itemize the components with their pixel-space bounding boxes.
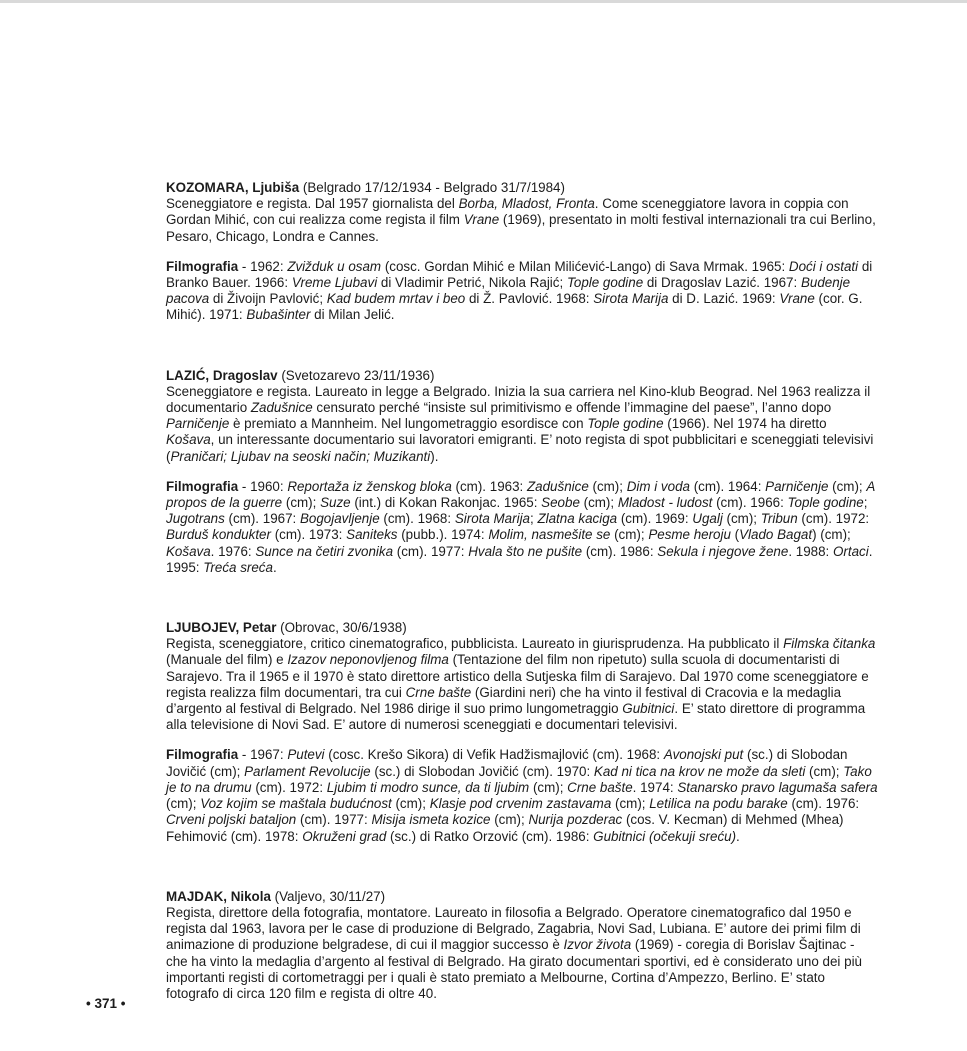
bio-text xyxy=(166,196,876,243)
italic-title: Kad ni tica na krov ne može da sleti xyxy=(593,763,806,779)
text-run: . 1974: xyxy=(632,779,678,795)
italic-title: Bogojavljenje xyxy=(299,511,380,527)
text-run: di Živoijn Pavlović; xyxy=(209,291,327,307)
italic-title: Jugotrans xyxy=(166,511,225,527)
italic-title: Tako je to na drumu xyxy=(166,763,872,795)
text-run: (cm). 1977: xyxy=(296,812,372,828)
entry-dates: (Svetozarevo 23/11/1936) xyxy=(277,367,435,383)
italic-title: Budenje pacova xyxy=(166,275,851,307)
text-run: (cm). 1972: xyxy=(797,511,870,527)
italic-title: Klasje pod crvenim zastavama xyxy=(429,796,612,812)
italic-title: Hvala što ne pušite xyxy=(468,543,583,559)
italic-title: Zlatna kaciga xyxy=(537,511,618,527)
text-run: (cm). 1963: xyxy=(451,478,527,494)
italic-title: Voz kojim se maštala budućnost xyxy=(200,796,392,812)
text-run: (Tentazione del film non ripetuto) sulla scuola di documentaristi di Sarajevo. Tra il 1965 e il 1970 è stato direttore artistico della Sutjeska film di Sarajevo. Dal 1970 come sceneggiatore e regista realizza film documentari, tra cui xyxy=(166,652,869,700)
text-run: (Manuale del film) e xyxy=(166,652,288,668)
italic-title: Misija ismeta kozice xyxy=(371,812,491,828)
entry-kozomara xyxy=(166,180,878,324)
text-run: ; xyxy=(530,511,538,527)
text-run: - 1967: xyxy=(238,747,288,763)
page-content xyxy=(166,180,878,1002)
italic-title: Borba, Mladost, Fronta xyxy=(458,196,595,212)
text-run: (cm); xyxy=(166,796,201,812)
text-run: (cm); xyxy=(588,478,627,494)
entry-name: LAZIĆ, Dragoslav xyxy=(166,367,278,383)
filmography-label: Filmografia xyxy=(166,478,239,494)
italic-title: Putevi xyxy=(287,747,325,763)
italic-title: Molim, nasmešite se xyxy=(488,527,611,543)
entry-dates: (Obrovac, 30/6/1938) xyxy=(276,620,407,636)
italic-title: Avonojski put xyxy=(663,747,744,763)
bio-text xyxy=(166,636,875,732)
italic-title: Tople godine xyxy=(787,495,864,511)
entry-bio xyxy=(166,889,878,1002)
text-run: (cm). 1977: xyxy=(393,543,469,559)
entry-bio xyxy=(166,368,878,465)
text-run: (Giardini neri) che ha vinto il festival di Cracovia e la medaglia d’argento al festival di Belgrado. Nel 1986 dirige il suo primo lungometraggio xyxy=(166,684,842,717)
italic-title: Burduš kondukter xyxy=(166,527,271,543)
text-run: (cm); xyxy=(805,763,844,779)
entry-name: LJUBOJEV, Petar xyxy=(166,620,277,636)
filmography-label: Filmografia xyxy=(166,747,239,763)
text-run: (cm); xyxy=(722,511,761,527)
text-run: (cosc. Gordan Mihić e Milan Milićević-Lango) di Sava Mrmak. 1965: xyxy=(381,258,789,274)
text-run: (cm); xyxy=(610,527,649,543)
text-run: (int.) di Kokan Rakonjac. 1965: xyxy=(350,495,542,511)
text-run: - 1960: xyxy=(238,478,288,494)
text-run: (1969) - coregia di Borislav Šajtinac - che ha vinto la medaglia d’argento al festival di Belgrado. Ha girato documentari sportivi, ed è considerato uno dei più importanti registi di cortometraggi per i quali è stato premiato a Melbourne, Cortina d’Ampezzo, Berlino. E’ stato fotografo di circa 120 film e regista di oltre 40. xyxy=(166,937,862,1001)
text-run: (cm). 1976: xyxy=(787,796,860,812)
italic-title: Okruženi grad xyxy=(302,828,387,844)
entry-bio xyxy=(166,180,878,245)
italic-title: Tople godine xyxy=(587,416,664,432)
text-run: (cm); xyxy=(391,796,430,812)
italic-title: Letilica na podu barake xyxy=(649,796,788,812)
text-run: (1966). Nel 1974 ha diretto xyxy=(663,416,827,432)
text-run: censurato perché “insiste sul primitivismo e offende l’immagine del paese”, l’anno dopo xyxy=(312,400,832,416)
text-run: Sceneggiatore e regista. Dal 1957 giornalista del xyxy=(166,196,459,212)
italic-title: Vrane xyxy=(463,212,500,228)
text-run: (cm). 1969: xyxy=(617,511,693,527)
text-run: (cm). 1968: xyxy=(379,511,455,527)
text-run: di Branko Bauer. 1966: xyxy=(166,258,873,291)
text-run: (cm); xyxy=(828,478,867,494)
text-run: , un interessante documentario sui lavoratori emigranti. E’ noto regista di spot pubblicitari e sceneggiati televisivi ( xyxy=(166,432,874,464)
filmography-text xyxy=(166,747,878,843)
italic-title: Zadušnice xyxy=(250,400,313,416)
text-run: (cm). 1973: xyxy=(270,527,347,543)
italic-title: Seobe xyxy=(541,495,580,511)
text-run: . E’ stato direttore di programma alla televisione di Novi Sad. E’ autore di numerosi sceneggiati e documentari televisivi. xyxy=(166,701,866,733)
text-run: (cm). 1986: xyxy=(582,543,658,559)
text-run: . 1988: xyxy=(788,543,833,559)
bio-text xyxy=(166,905,862,1001)
entry-dates: (Valjevo, 30/11/27) xyxy=(270,888,386,904)
italic-title: Gubitnici (očekuji sreću) xyxy=(593,828,737,844)
text-run: (cm); xyxy=(490,812,529,828)
italic-title: Parničenje xyxy=(166,416,230,432)
italic-title: Sunce na četiri zvonika xyxy=(255,543,394,559)
italic-title: Pesme heroju xyxy=(648,527,731,543)
italic-title: Ortaci xyxy=(832,543,869,559)
filmography xyxy=(166,747,878,844)
filmography xyxy=(166,259,878,324)
entry-bio xyxy=(166,620,878,733)
italic-title: Parničenje xyxy=(765,478,829,494)
italic-title: Košava xyxy=(166,432,211,448)
bio-text xyxy=(166,384,873,464)
text-run: Regista, direttore della fotografia, montatore. Laureato in filosofia a Belgrado. Operatore cinematografico dal 1950 e regista dal 1963, lavora per le case di produzione di Belgrado, Zagabria, Novi Sad, Lubiana. E’ autore dei primi film di animazione di produzione belgradese, di cui il maggior successo è xyxy=(166,904,861,953)
italic-title: Praničari; Ljubav na seoski način; Muzikanti xyxy=(170,448,431,464)
text-run: è premiato a Mannheim. Nel lungometraggio esordisce con xyxy=(229,416,588,432)
italic-title: Suze xyxy=(320,495,351,511)
text-run: di D. Lazić. 1969: xyxy=(668,291,780,307)
italic-title: Tople godine xyxy=(566,275,644,291)
italic-title: Bubašinter xyxy=(246,307,311,323)
italic-title: Mladost - ludost xyxy=(617,495,713,511)
italic-title: Izvor života xyxy=(563,937,632,953)
filmography-text xyxy=(166,259,872,323)
italic-title: Dim i voda xyxy=(626,478,690,494)
text-run: Sceneggiatore e regista. Laureato in legge a Belgrado. Inizia la sua carriera nel Kino-klub Beograd. Nel 1963 realizza il documentario xyxy=(166,383,871,416)
italic-title: Ugalj xyxy=(692,511,723,527)
text-run: (cm); xyxy=(529,779,568,795)
text-run: . xyxy=(272,559,277,575)
text-run: ; xyxy=(863,495,868,511)
text-run: (cm). 1972: xyxy=(251,779,327,795)
text-run: (sc.) di Slobodan Jovičić (cm); xyxy=(166,747,848,779)
italic-title: Košava xyxy=(166,543,211,559)
text-run: (1969), presentato in molti festival internazionali tra cui Berlino, Pesaro, Chicago, Londra e Cannes. xyxy=(166,212,876,244)
text-run: (sc.) di Ratko Orzović (cm). 1986: xyxy=(386,828,594,844)
text-run: ) (cm); xyxy=(812,527,851,543)
italic-title: Crne bašte xyxy=(567,779,633,795)
italic-title: Crveni poljski bataljon xyxy=(166,812,297,828)
text-run: (cm). 1966: xyxy=(712,495,788,511)
italic-title: Nurija pozderac xyxy=(528,812,623,828)
text-run: di Milan Jelić. xyxy=(310,307,395,323)
text-run: (cm). 1964: xyxy=(689,478,766,494)
filmography xyxy=(166,479,878,576)
italic-title: Vlado Bagat xyxy=(739,527,813,543)
text-run: di Dragoslav Lazić. 1967: xyxy=(643,275,801,291)
text-run: (cor. G. Mihić). 1971: xyxy=(166,291,863,323)
italic-title: Crne bašte xyxy=(405,684,472,700)
entry-majdak xyxy=(166,889,878,1002)
text-run: (sc.) di Slobodan Jovičić (cm). 1970: xyxy=(370,763,594,779)
entry-name: MAJDAK, Nikola xyxy=(166,888,271,904)
text-run: di Vladimir Petrić, Nikola Rajić; xyxy=(377,275,567,291)
italic-title: Izazov neponovljenog filma xyxy=(287,652,449,668)
entry-lazic xyxy=(166,368,878,576)
text-run: di Ž. Pavlović. 1968: xyxy=(465,291,594,307)
italic-title: Stanarsko pravo lagumaša safera xyxy=(677,779,878,795)
text-run: (cm). 1967: xyxy=(224,511,300,527)
text-run: - 1962: xyxy=(238,258,288,274)
text-run: ( xyxy=(730,527,740,543)
italic-title: Vreme Ljubavi xyxy=(291,275,378,291)
top-edge-line xyxy=(0,0,967,3)
text-run: . xyxy=(736,828,740,844)
entry-dates: (Belgrado 17/12/1934 - Belgrado 31/7/1984) xyxy=(299,180,565,195)
italic-title: A propos de la guerre xyxy=(166,478,875,511)
italic-title: Sirota Marija xyxy=(454,511,530,527)
entry-name: KOZOMARA, Ljubiša xyxy=(166,180,300,195)
entry-ljubojev xyxy=(166,620,878,845)
text-run: (cm); xyxy=(282,495,321,511)
italic-title: Zadušnice xyxy=(526,478,589,494)
text-run: . 1976: xyxy=(210,543,256,559)
italic-title: Zvižduk u osam xyxy=(287,258,382,274)
italic-title: Doći i ostati xyxy=(788,258,859,274)
filmography-label: Filmografia xyxy=(166,258,239,274)
text-run: Regista, sceneggiatore, critico cinematografico, pubblicista. Laureato in giurisprudenza. Ha pubblicato il xyxy=(166,636,784,652)
italic-title: Tribun xyxy=(760,511,798,527)
text-run: ). xyxy=(430,448,439,464)
italic-title: Treća sreća xyxy=(203,559,273,575)
italic-title: Reportaža iz ženskog bloka xyxy=(287,478,452,494)
italic-title: Vrane xyxy=(779,291,815,307)
text-run: (cm); xyxy=(611,796,650,812)
page-number: • 371 • xyxy=(86,996,126,1011)
italic-title: Sekula i njegove žene xyxy=(657,543,789,559)
italic-title: Kad budem mrtav i beo xyxy=(326,291,466,307)
italic-title: Saniteks xyxy=(346,527,398,543)
text-run: . Come sceneggiatore lavora in coppia con Gordan Mihić, con cui realizza come regista il film xyxy=(166,196,849,228)
text-run: . 1995: xyxy=(166,543,873,575)
italic-title: Gubitnici xyxy=(622,701,675,717)
text-run: (cm); xyxy=(579,495,618,511)
italic-title: Ljubim ti modro sunce, da ti ljubim xyxy=(326,779,530,795)
text-run: (pubb.). 1974: xyxy=(397,527,489,543)
filmography-text xyxy=(166,479,875,575)
italic-title: Sirota Marija xyxy=(593,291,669,307)
italic-title: Parlament Revolucije xyxy=(244,763,371,779)
italic-title: Filmska čitanka xyxy=(783,636,876,652)
text-run: (cos. V. Kecman) di Mehmed (Mhea) Fehimović (cm). 1978: xyxy=(166,812,844,844)
text-run: (cosc. Krešo Sikora) di Vefik Hadžismajlović (cm). 1968: xyxy=(324,747,664,763)
